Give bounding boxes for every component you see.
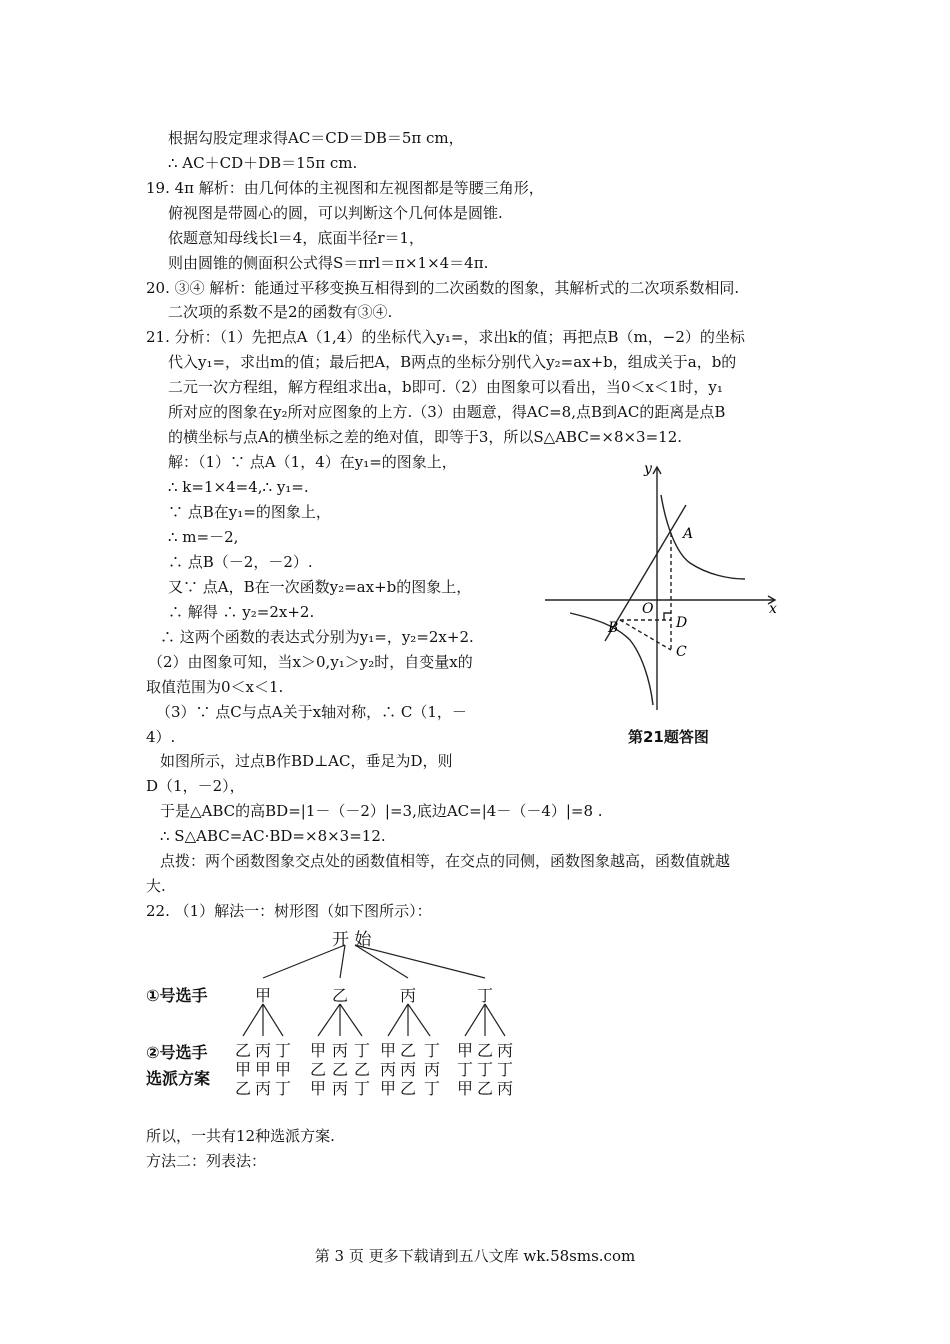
text-line: 所对应的图象在y₂所对应图象的上方.（3）由题意，得AC=8,点B到AC的距离是点B <box>168 403 726 421</box>
plan-node: 甲 <box>235 1060 252 1079</box>
tree-level2-node: 丁 <box>424 1041 441 1060</box>
text-line: 俯视图是带圆心的圆，可以判断这个几何体是圆锥. <box>168 204 503 222</box>
tree-level2-node: 甲 <box>457 1041 474 1060</box>
plan-node: 甲 <box>457 1079 474 1098</box>
text-line: 根据勾股定理求得AC＝CD＝DB＝5π cm， <box>168 129 464 147</box>
plan-node: 乙 <box>477 1079 494 1098</box>
point-C-label: C <box>676 644 687 660</box>
text-line: 4）. <box>146 728 176 746</box>
text-line: ∴ 解得 ∴ y₂=2x+2. <box>168 603 315 621</box>
plan-node: 丙 <box>497 1079 514 1098</box>
plan-node: 乙 <box>354 1060 371 1079</box>
point-A-label: A <box>683 526 694 542</box>
point-D-label: D <box>676 615 688 631</box>
plan-node: 丙 <box>400 1060 417 1079</box>
text-line: 又∵ 点A，B在一次函数y₂=ax+b的图象上， <box>168 578 472 596</box>
text-line: 的横坐标与点A的横坐标之差的绝对值，即等于3，所以S△ABC=×8×3=12. <box>168 428 683 446</box>
tree-root: 开 始 <box>332 930 372 950</box>
tree-level2-node: 甲 <box>380 1041 397 1060</box>
tree-level1-node: 丁 <box>477 986 494 1005</box>
text-line: 则由圆锥的侧面积公式得S＝πrl＝π×1×4＝4π. <box>168 254 489 272</box>
plan-node: 丁 <box>275 1079 292 1098</box>
tree-level2-node: 乙 <box>400 1041 417 1060</box>
text-line: 21. 分析：（1）先把点A（1,4）的坐标代入y₁=，求出k的值；再把点B（m，−2）的坐标 <box>146 328 745 346</box>
plan-node: 乙 <box>235 1079 252 1098</box>
text-line: 20. ③④ 解析：能通过平移变换互相得到的二次函数的图象，其解析式的二次项系数相同. <box>146 279 740 297</box>
function-graph-figure <box>540 455 790 720</box>
tree-level2-node: 丙 <box>255 1041 272 1060</box>
tree-level2-node: 甲 <box>310 1041 327 1060</box>
point-B-label: B <box>608 620 619 636</box>
plan-node: 丙 <box>424 1060 441 1079</box>
figure-caption: 第21题答图 <box>628 728 709 746</box>
text-line: 取值范围为0＜x＜1. <box>146 678 284 696</box>
plan-node: 甲 <box>380 1079 397 1098</box>
plan-node: 乙 <box>332 1060 349 1079</box>
text-line: 代入y₁=，求出m的值；最后把A，B两点的坐标分别代入y₂=ax+b，组成关于a，b的 <box>168 353 737 371</box>
text-line: 于是△ABC的高BD=|1－（－2）|=3,底边AC=|4－（－4）|=8 . <box>160 802 603 820</box>
plan-node: 甲 <box>255 1060 272 1079</box>
text-line: 依题意知母线长l＝4，底面半径r＝1， <box>168 229 425 247</box>
tree-level1-node: 乙 <box>332 986 349 1005</box>
text-line: （2）由图象可知，当x＞0,y₁＞y₂时，自变量x的 <box>148 653 473 671</box>
plan-node: 丁 <box>424 1079 441 1098</box>
page-footer: 第 3 页 更多下载请到五八文库 wk.58sms.com <box>314 1247 636 1265</box>
text-line: ∴ 点B（－2，－2）. <box>168 553 313 571</box>
text-line: D（1，－2）， <box>146 777 245 795</box>
row-label-first: ①号选手 <box>146 986 208 1005</box>
text-line: 如图所示，过点B作BD⊥AC，垂足为D，则 <box>160 752 453 770</box>
plan-node: 甲 <box>275 1060 292 1079</box>
origin-label: O <box>642 601 654 617</box>
plan-node: 丁 <box>354 1079 371 1098</box>
plan-node: 丙 <box>255 1079 272 1098</box>
plan-node: 丙 <box>332 1079 349 1098</box>
tree-level2-node: 丙 <box>497 1041 514 1060</box>
tree-level2-node: 乙 <box>235 1041 252 1060</box>
plan-node: 丙 <box>380 1060 397 1079</box>
text-line: 大. <box>146 877 166 895</box>
plan-node: 甲 <box>310 1079 327 1098</box>
text-line: ∵ 点B在y₁=的图象上， <box>168 503 331 521</box>
text-line: ∴ m=－2, <box>168 528 239 546</box>
text-line: 二元一次方程组，解方程组求出a，b即可.（2）由图象可以看出，当0＜x＜1时，y₁ <box>168 378 723 396</box>
tree-level2-node: 丁 <box>275 1041 292 1060</box>
text-line: 19. 4π 解析：由几何体的主视图和左视图都是等腰三角形， <box>146 179 544 197</box>
tree-level2-node: 丙 <box>332 1041 349 1060</box>
plan-node: 乙 <box>400 1079 417 1098</box>
tree-level2-node: 乙 <box>477 1041 494 1060</box>
text-line: （3）∵ 点C与点A关于x轴对称，∴ C（1，－ <box>156 703 467 721</box>
text-line: ∴ AC＋CD＋DB＝15π cm. <box>168 154 358 172</box>
text-line: 方法二：列表法： <box>146 1152 267 1170</box>
dashed-bc <box>620 620 671 650</box>
row-label-second: ②号选手 <box>146 1043 208 1062</box>
text-line: ∴ k=1×4=4,∴ y₁=. <box>168 478 309 496</box>
plan-node: 丁 <box>497 1060 514 1079</box>
x-axis-label: x <box>769 601 777 617</box>
tree-level1-node: 甲 <box>255 986 272 1005</box>
text-line: ∴ 这两个函数的表达式分别为y₁=，y₂=2x+2. <box>160 628 474 646</box>
plan-node: 丁 <box>477 1060 494 1079</box>
text-line: 所以，一共有12种选派方案. <box>146 1127 335 1145</box>
hyperbola-branch-right <box>661 495 745 579</box>
y-axis-label: y <box>644 461 652 477</box>
text-line: 解：（1）∵ 点A（1，4）在y₁=的图象上， <box>168 453 457 471</box>
text-line: ∴ S△ABC=AC·BD=×8×3=12. <box>160 827 386 845</box>
text-line: 二次项的系数不是2的函数有③④. <box>168 303 393 321</box>
tree-level1-node: 丙 <box>400 986 417 1005</box>
row-label-plan: 选派方案 <box>146 1069 211 1088</box>
right-angle-mark <box>664 613 671 620</box>
plan-node: 丁 <box>457 1060 474 1079</box>
tree-level2-node: 丁 <box>354 1041 371 1060</box>
plan-node: 乙 <box>310 1060 327 1079</box>
text-line: 点拨：两个函数图象交点处的函数值相等，在交点的同侧，函数图象越高，函数值就越 <box>160 852 731 870</box>
text-line: 22. （1）解法一：树形图（如下图所示）： <box>146 902 432 920</box>
